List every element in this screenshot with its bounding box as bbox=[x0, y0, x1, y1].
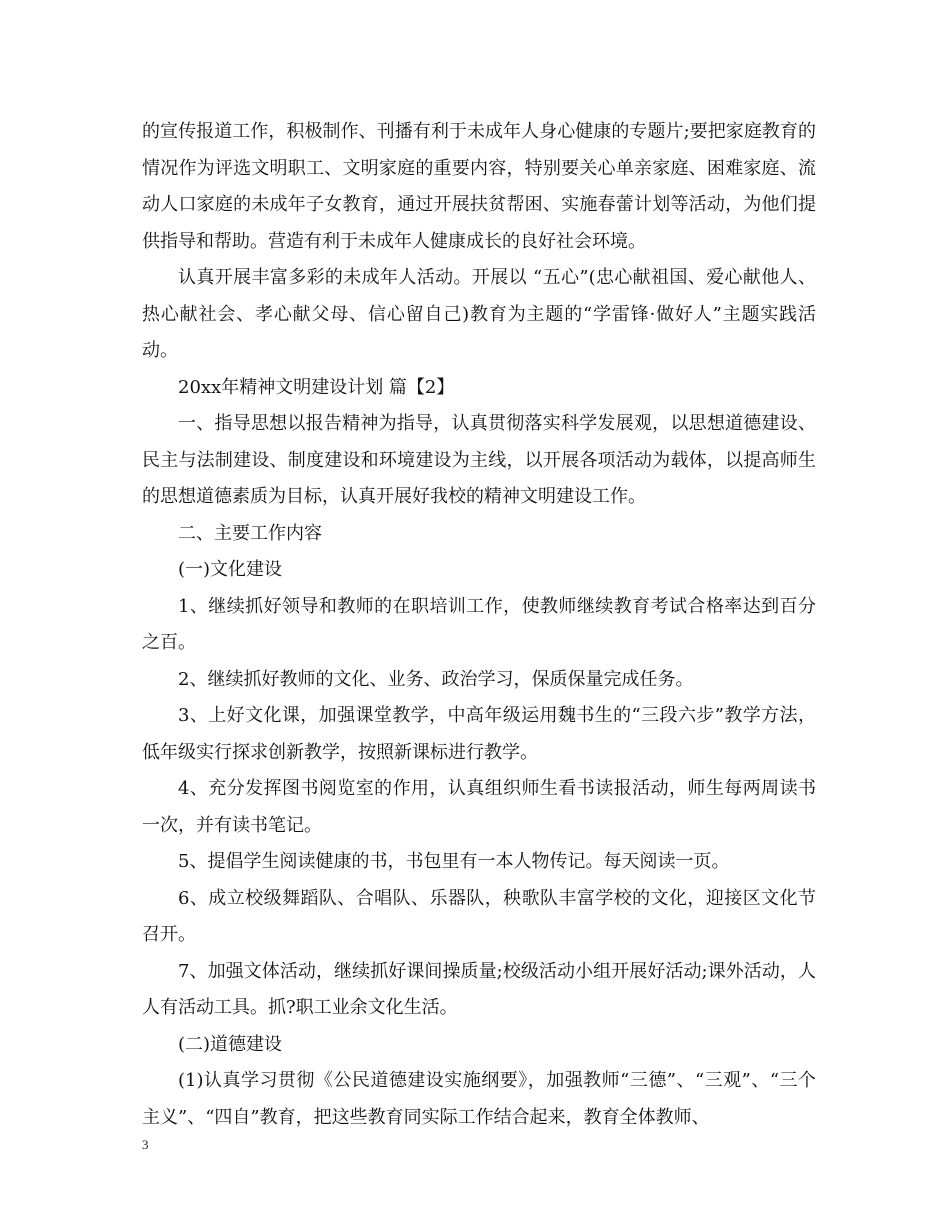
list-item-6: 6、成立校级舞蹈队、合唱队、乐器队，秧歌队丰富学校的文化，迎接区文化节召开。 bbox=[142, 887, 816, 945]
list-item-1: 1、继续抓好领导和教师的在职培训工作，使教师继续教育考试合格率达到百分之百。 bbox=[142, 595, 816, 653]
section-heading: 20xx年精神文明建设计划 篇【2】 bbox=[178, 376, 455, 398]
document-body bbox=[142, 114, 816, 1136]
subheading-main-work: 二、主要工作内容 bbox=[178, 522, 322, 544]
subheading-culture: (一)文化建设 bbox=[178, 559, 283, 580]
list-item-2: 2、继续抓好教师的文化、业务、政治学习，保质保量完成任务。 bbox=[178, 668, 694, 690]
list-item-morality-1: (1)认真学习贯彻《公民道德建设实施纲要》，加强教师“三德”、“三观”、“三个主义”、“四自”教育，把这些教育同实际工作结合起来，教育全体教师、 bbox=[142, 1070, 816, 1128]
subheading-morality: (二)道德建设 bbox=[178, 1033, 283, 1055]
list-item-5: 5、提倡学生阅读健康的书，书包里有一本人物传记。每天阅读一页。 bbox=[178, 851, 730, 872]
list-item-7: 7、加强文体活动，继续抓好课间操质量;校级活动小组开展好活动;课外活动，人人有活动工具。抓?职工业余文化生活。 bbox=[142, 960, 816, 1018]
paragraph-guiding-ideology: 一、指导思想以报告精神为指导，认真贯彻落实科学发展观，以思想道德建设、民主与法制建设、制度建设和环境建设为主线，以开展各项活动为载体，以提高师生的思想道德素质为目标，认真开展好我校的精神文明建设工作。 bbox=[142, 413, 816, 507]
paragraph-1: 的宣传报道工作，积极制作、刊播有利于未成年人身心健康的专题片;要把家庭教育的情况作为评选文明职工、文明家庭的重要内容，特别要关心单亲家庭、困难家庭、流动人口家庭的未成年子女教育，通过开展扶贫帮困、实施春蕾计划等活动，为他们提供指导和帮助。营造有利于未成年人健康成长的良好社会环境。 bbox=[142, 121, 816, 252]
list-item-4: 4、充分发挥图书阅览室的作用，认真组织师生看书读报活动，师生每两周读书一次，并有读书笔记。 bbox=[142, 778, 816, 836]
paragraph-2: 认真开展丰富多彩的未成年人活动。开展以 “五心”(忠心献祖国、爱心献他人、热心献社会、孝心献父母、信心留自己)教育为主题的“学雷锋·做好人”主题实践活动。 bbox=[142, 267, 816, 361]
list-item-3: 3、上好文化课，加强课堂教学，中高年级运用魏书生的“三段六步”教学方法，低年级实行探求创新教学，按照新课标进行教学。 bbox=[142, 705, 816, 763]
page-number: 3 bbox=[142, 1137, 149, 1152]
